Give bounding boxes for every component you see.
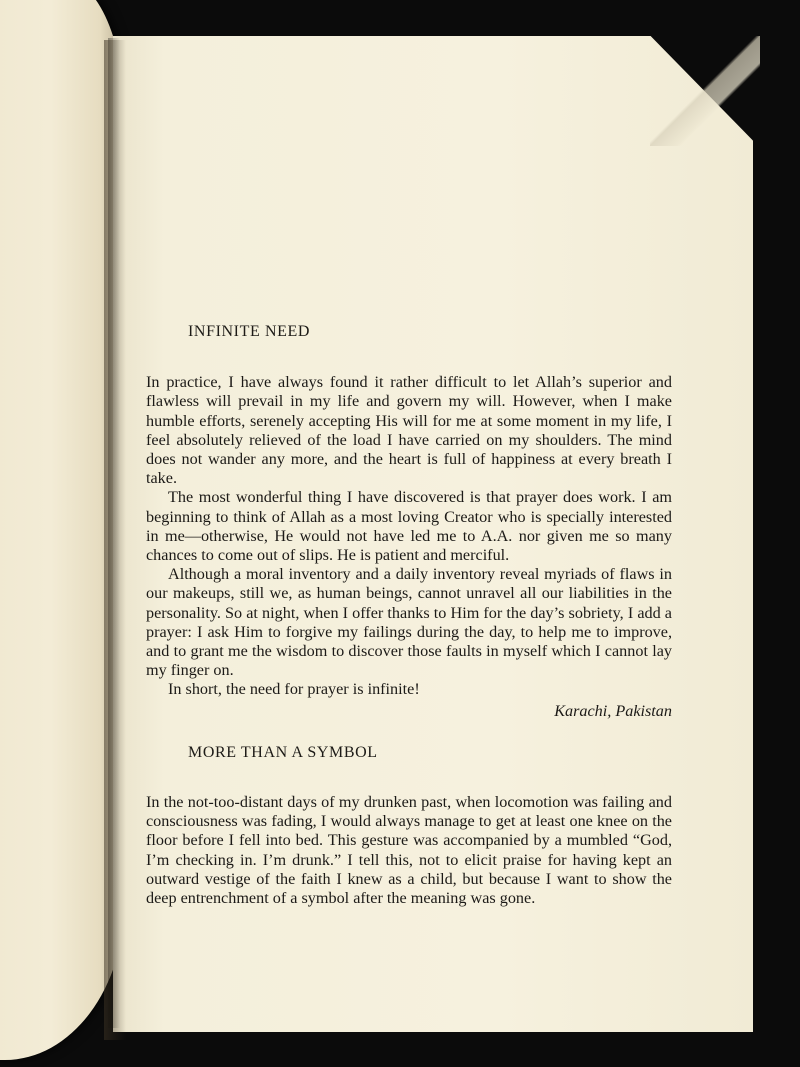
- book-gutter: [104, 40, 126, 1040]
- paragraph: The most wonderful thing I have discovered is that prayer does work. I am beginning to think of Allah as a most loving Creator who is specially interested in me—otherwise, He would not have led me to A.A. nor given me so many chances to come out of slips. He is patient and merciful.: [146, 488, 672, 565]
- paragraph: In short, the need for prayer is infinite!: [168, 680, 420, 699]
- signoff-location: Karachi, Pakistan: [554, 701, 672, 720]
- section-heading-infinite-need: INFINITE NEED: [188, 323, 310, 340]
- paragraph: Although a moral inventory and a daily inventory reveal myriads of flaws in our makeups, still we, as human beings, cannot unravel all our liabilities in the personality. So at night, when I offer thanks to Him for the day’s sobriety, I add a prayer: I ask Him to forgive my failings during the day, to help me to improve, and to grant me the wisdom to discover those faults in myself which I cannot lay my finger on.: [146, 565, 672, 680]
- page-text: [146, 322, 672, 908]
- paragraph: In practice, I have always found it rather difficult to let Allah’s superior and flawless will prevail in my life and govern my will. However, when I make humble efforts, serenely accepting His will for me at some moment in my life, I feel absolutely relieved of the load I have carried on my shoulders. The mind does not wander any more, and the heart is full of happiness at every breath I take.: [146, 373, 672, 488]
- section-heading-more-than-a-symbol: MORE THAN A SYMBOL: [188, 743, 378, 761]
- folded-corner: [650, 36, 760, 146]
- paragraph: In the not-too-distant days of my drunken past, when locomotion was failing and consciousness was fading, I would always manage to get at least one knee on the floor before I fell into bed. This gesture was accompanied by a mumbled “God, I’m checking in. I’m drunk.” I tell this, not to elicit praise for having kept an outward vestige of the faith I knew as a child, but because I want to show the deep entrenchment of a symbol after the meaning was gone.: [146, 793, 672, 908]
